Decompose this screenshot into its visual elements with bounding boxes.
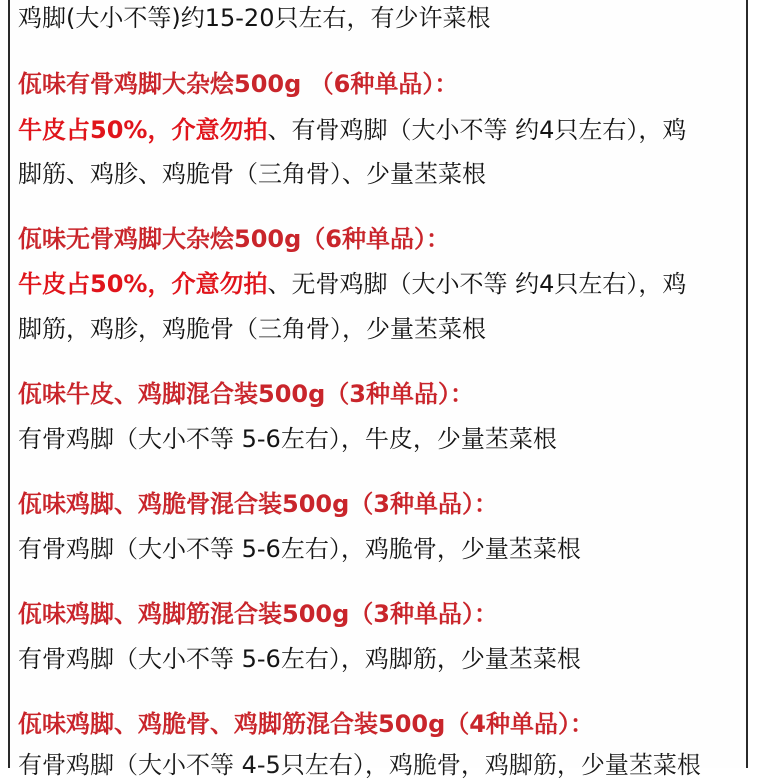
intro-line: 鸡脚(大小不等)约15-20只左右，有少许菜根 [18, 4, 491, 32]
section-1-line-2: 脚筋、鸡胗、鸡脆骨（三角骨）、少量苤菜根 [18, 160, 486, 188]
section-1-body-1: 、有骨鸡脚（大小不等 约4只左右），鸡 [267, 116, 687, 144]
section-4-heading: 佤味鸡脚、鸡脆骨混合装500g（3种单品）： [18, 490, 498, 518]
section-2-line-1 [18, 268, 686, 300]
section-6-line-1: 有骨鸡脚（大小不等 4-5只左右），鸡脆骨，鸡脚筋，少量苤菜根 [18, 751, 701, 779]
section-1-warning: 牛皮占50%，介意勿拍 [18, 116, 268, 144]
section-2-body-1: 、无骨鸡脚（大小不等 约4只左右），鸡 [267, 270, 687, 298]
section-1-line-1 [18, 114, 686, 146]
section-4-line-1: 有骨鸡脚（大小不等 5-6左右），鸡脆骨，少量苤菜根 [18, 535, 581, 563]
section-2-line-2: 脚筋，鸡胗，鸡脆骨（三角骨），少量苤菜根 [18, 315, 486, 343]
section-5-heading: 佤味鸡脚、鸡脚筋混合装500g（3种单品）： [18, 600, 498, 628]
section-2-warning: 牛皮占50%，介意勿拍 [18, 270, 268, 298]
section-6-heading: 佤味鸡脚、鸡脆骨、鸡脚筋混合装500g（4种单品）： [18, 710, 594, 738]
section-3-heading: 佤味牛皮、鸡脚混合装500g（3种单品）： [18, 380, 474, 408]
section-1-heading: 佤味有骨鸡脚大杂烩500g （6种单品）： [18, 70, 459, 98]
section-2-heading: 佤味无骨鸡脚大杂烩500g（6种单品）： [18, 225, 450, 253]
section-5-line-1: 有骨鸡脚（大小不等 5-6左右），鸡脚筋，少量苤菜根 [18, 645, 581, 673]
section-3-line-1: 有骨鸡脚（大小不等 5-6左右），牛皮，少量苤菜根 [18, 425, 557, 453]
